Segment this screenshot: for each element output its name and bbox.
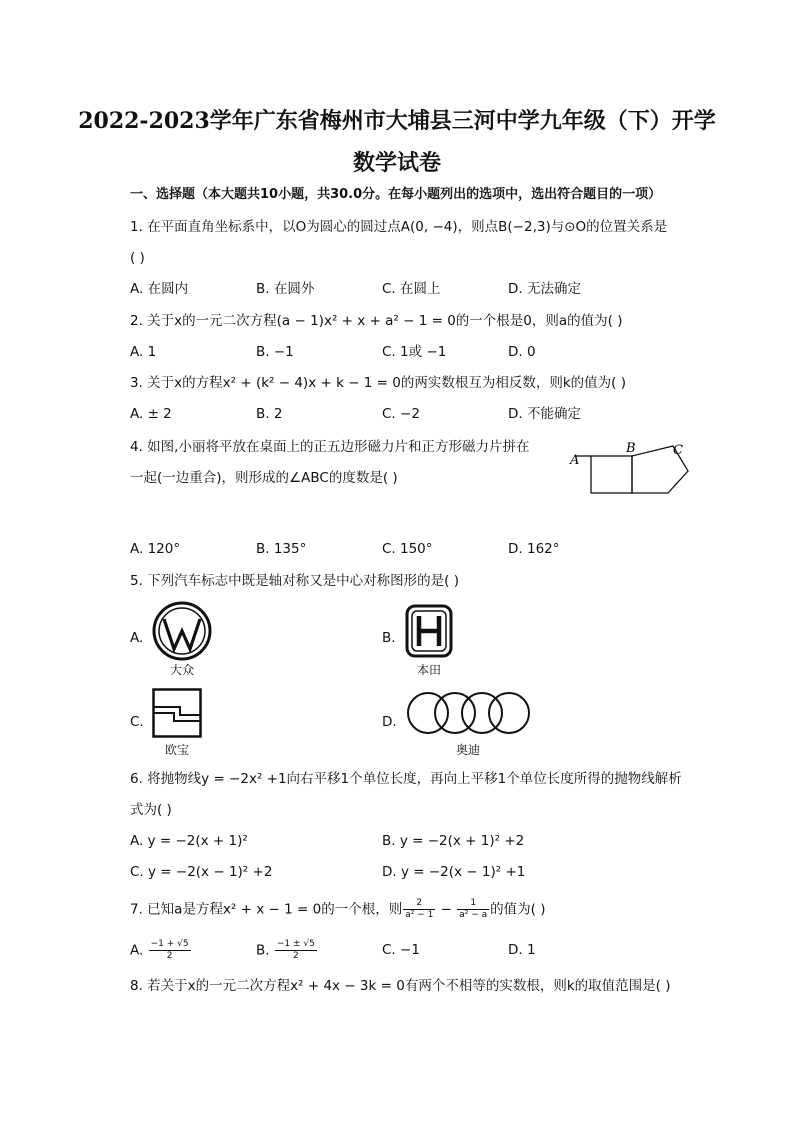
exam-title-line2: 数学试卷 [352, 150, 441, 176]
q7-stem-suffix: 的值为( ) [490, 901, 546, 918]
q1-option-b: B. 在圆外 [256, 281, 315, 297]
q4-option-d: D. 162° [508, 541, 560, 557]
q7-option-c: C. −1 [382, 942, 420, 958]
q3-stem: 3. 关于x的方程x² + (k² − 4)x + k − 1 = 0的两实数根互为相反数，则k的值为( ) [130, 375, 627, 391]
q1-option-a: A. 在圆内 [130, 281, 189, 297]
q1-stem: 1. 在平面直角坐标系中，以O为圆心的圆过点A(0, −4)，则点B(−2,3)与⊙O的位置关系是 [130, 219, 668, 235]
opel-logo-icon [152, 688, 202, 738]
audi-logo-icon [404, 690, 532, 736]
square-shape [591, 456, 632, 493]
section-heading: 一、选择题（本大题共10小题，共30.0分。在每小题列出的选项中，选出符合题目的一项） [130, 187, 662, 202]
q1-stem-cont: ( ) [130, 250, 145, 266]
q4-option-c: C. 150° [382, 541, 433, 557]
label-a: A [570, 453, 580, 468]
q4-option-a: A. 120° [130, 541, 181, 557]
label-c: C [673, 443, 683, 458]
q6-option-b: B. y = −2(x + 1)² +2 [382, 833, 525, 849]
q7-stem: 7. 已知a是方程x² + x − 1 = 0的一个根，则 $\frac{2}{\text{a² − 1}}$ − $\frac{1}{\text{a² − a}}$ 的值为( ) [130, 898, 546, 920]
q7-fraction-2: $\frac{1}{\text{a² − a}}$ [459, 898, 488, 920]
q2-stem: 2. 关于x的一元二次方程(a − 1)x² + x + a² − 1 = 0的一个根是0，则a的值为( ) [130, 313, 623, 329]
q7-option-d: D. 1 [508, 942, 536, 958]
q5-caption-c: 欧宝 [164, 743, 189, 757]
q5-option-a: A. [130, 630, 144, 646]
q3-option-a: A. ± 2 [130, 406, 172, 422]
pentagon-square-figure [566, 436, 696, 498]
q8-stem: 8. 若关于x的一元二次方程x² + 4x − 3k = 0有两个不相等的实数根，则k的取值范围是( ) [130, 978, 671, 994]
exam-title-line1: 2022-2023学年广东省梅州市大埔县三河中学九年级（下）开学 [78, 108, 716, 134]
q5-option-d: D. [382, 714, 397, 730]
q3-option-c: C. −2 [382, 406, 420, 422]
q3-option-b: B. 2 [256, 406, 283, 422]
q5-option-c: C. [130, 714, 144, 730]
q1-option-c: C. 在圆上 [382, 281, 441, 297]
honda-logo-icon [405, 604, 453, 658]
q4-option-b: B. 135° [256, 541, 307, 557]
q4-stem-cont: 一起(一边重合)，则形成的∠ABC的度数是( ) [130, 470, 398, 486]
q6-option-a: A. y = −2(x + 1)² [130, 833, 248, 849]
q1-option-d: D. 无法确定 [508, 281, 581, 297]
q2-option-d: D. 0 [508, 344, 536, 360]
q5-caption-a: 大众 [169, 663, 194, 677]
q6-option-c: C. y = −2(x − 1)² +2 [130, 864, 273, 880]
q6-option-d: D. y = −2(x − 1)² +1 [382, 864, 526, 880]
q5-stem: 5. 下列汽车标志中既是轴对称又是中心对称图形的是( ) [130, 573, 459, 589]
q7-option-b: B. $\frac{-1 \pm √5}{2}$ [256, 939, 315, 961]
q3-option-d: D. 不能确定 [508, 406, 581, 422]
q6-stem-cont: 式为( ) [130, 802, 172, 818]
q2-option-a: A. 1 [130, 344, 157, 360]
q5-option-b: B. [382, 630, 396, 646]
q7-stem-prefix: 7. 已知a是方程x² + x − 1 = 0的一个根，则 [130, 901, 403, 918]
q5-caption-d: 奥迪 [455, 743, 480, 757]
label-b: B [626, 441, 636, 456]
q7-option-a: A. $\frac{-1 + √5}{2}$ [130, 939, 189, 961]
volkswagen-logo-icon [152, 601, 212, 661]
q4-stem: 4. 如图,小丽将平放在桌面上的正五边形磁力片和正方形磁力片拼在 [130, 439, 530, 455]
q2-option-b: B. −1 [256, 344, 294, 360]
q6-stem: 6. 将抛物线y = −2x² +1向右平移1个单位长度，再向上平移1个单位长度所得的抛物线解析 [130, 771, 682, 787]
q2-option-c: C. 1或 −1 [382, 344, 447, 360]
q7-fraction-1: $\frac{2}{\text{a² − 1}}$ [405, 898, 434, 920]
q5-caption-b: 本田 [416, 663, 441, 677]
